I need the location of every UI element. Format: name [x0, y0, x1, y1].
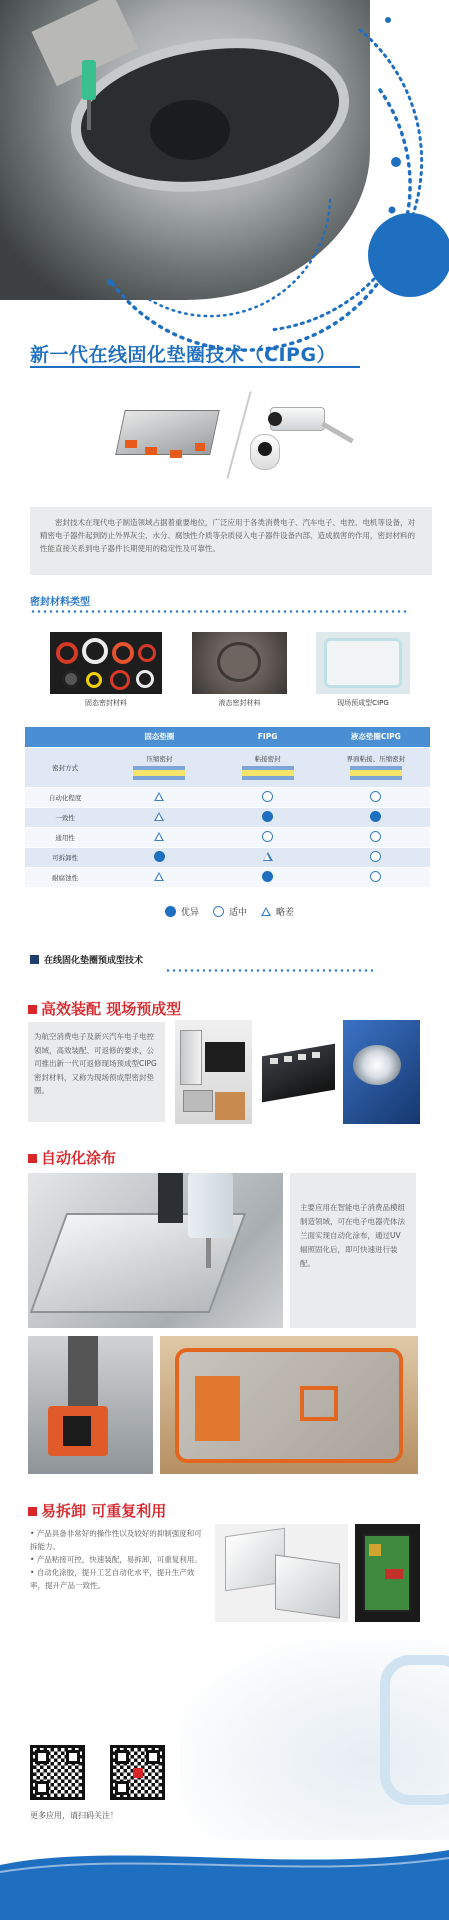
rating-automation-fipg	[262, 791, 273, 802]
rating-removability-solid	[154, 851, 165, 862]
legend-excellent-icon	[165, 906, 176, 917]
section1-title	[28, 998, 181, 1019]
qr-caption: 更多应用，请扫码关注！	[30, 1811, 118, 1820]
section1-title-text: 高效装配 现场预成型	[41, 1000, 182, 1018]
rating-automation-cipg	[370, 791, 381, 802]
rating-consistency-solid	[154, 812, 164, 821]
tech-heading-marker	[30, 955, 39, 964]
method-fipg-illustration	[242, 766, 294, 780]
legend-excellent-label: 优异	[181, 908, 200, 918]
rating-consistency-fipg	[262, 811, 273, 822]
rating-automation-solid	[154, 792, 164, 801]
section3-title	[28, 1500, 166, 1521]
col-header-cipg: 液态垫圈CIPG	[322, 727, 430, 747]
section2-title	[28, 1147, 116, 1168]
appliances-image	[175, 1020, 252, 1124]
footer-blue-wave	[0, 1840, 449, 1920]
section1-textbox	[28, 1022, 165, 1122]
method-fipg: 粘接密封	[254, 755, 281, 763]
section3-bullets	[30, 1527, 208, 1592]
row-label-versatility: 通用性	[25, 827, 105, 847]
housing-gasket-image	[160, 1336, 418, 1474]
row-label-automation: 自动化程度	[25, 787, 105, 807]
legend-fair-label: 略差	[276, 908, 295, 918]
section2-textbox	[290, 1173, 416, 1328]
cipg-seal-image	[316, 632, 410, 694]
method-cipg-illustration	[350, 766, 402, 780]
tech-dotted-line	[165, 969, 375, 972]
title-underline	[30, 366, 360, 368]
materials-heading: 密封材料类型	[30, 597, 90, 608]
section3-title-text: 易拆卸 可重复利用	[41, 1502, 167, 1520]
row-label-method: 密封方式	[25, 747, 105, 787]
intro-box	[30, 507, 432, 575]
car-headlight-image	[343, 1020, 420, 1124]
method-solid-illustration	[133, 766, 185, 780]
section3-bullet-3-text: 自动化涂胶，提升工艺自动化水平，提升生产效率，提升产品一致性。	[30, 1568, 195, 1590]
rating-versatility-solid	[154, 832, 164, 841]
qr-code-2[interactable]	[110, 1745, 165, 1800]
material-label-liquid: 液态密封材料	[218, 699, 261, 707]
robot-dispensing-image	[28, 1336, 153, 1474]
method-cipg: 界面粘接、压缩密封	[346, 755, 406, 763]
page-title: 新一代在线固化垫圈技术（CIPG）	[30, 344, 337, 366]
row-label-consistency: 一致性	[25, 807, 105, 827]
battery-pack-image	[110, 395, 230, 470]
footer-gasket-graphic	[380, 1655, 449, 1805]
legend-fair-icon	[261, 907, 271, 916]
col-header-fipg: FIPG	[213, 727, 321, 747]
material-label-cipg: 现场预成型CIPG	[337, 699, 389, 707]
materials-dotted-line	[30, 610, 410, 613]
method-solid: 压缩密封	[146, 755, 173, 763]
dispensing-image	[28, 1173, 283, 1328]
row-label-corrosion: 耐腐蚀性	[25, 867, 105, 887]
rating-consistency-cipg	[370, 811, 381, 822]
comparison-table	[25, 727, 430, 888]
rating-versatility-fipg	[262, 831, 273, 842]
divider-slash	[226, 391, 251, 478]
rating-corrosion-fipg	[262, 871, 273, 882]
section3-bullet-2: • 产品粘接可控，快速装配，易拆卸，可重复利用。	[30, 1555, 202, 1564]
tech-heading	[30, 953, 143, 966]
enclosure-image	[215, 1524, 348, 1622]
legend	[165, 905, 294, 918]
row-label-removability: 可拆卸性	[25, 847, 105, 867]
legend-medium-icon	[213, 906, 224, 917]
section3-bullet-1: • 产品具备非常好的操作性以及较好的抑制强度和可拆能力。	[30, 1529, 202, 1551]
legend-medium-label: 适中	[229, 908, 248, 918]
rating-corrosion-solid	[154, 872, 164, 881]
liquid-seal-image	[192, 632, 287, 694]
material-label-solid: 固态密封材料	[85, 699, 127, 707]
tech-heading-text: 在线固化垫圈预成型技术	[44, 956, 144, 966]
section3-bullet-3: • 自动化涂胶，提升工艺自动化水平，提升生产效率，提升产品一致性。	[30, 1568, 195, 1590]
section2-marker	[28, 1154, 37, 1163]
rating-removability-fipg	[263, 852, 273, 861]
section1-text: 为航空消费电子及新兴汽车电子电控领域，高效装配、可返修的要求，公司推出新一代可返修现场预成型CIPG密封材料，又称为现场预成型密封垫圈。	[34, 1032, 157, 1095]
battery-module-image	[260, 1020, 337, 1124]
section2-text: 主要应用在智能电子消费品模组制造领域，可在电子电器壳体法兰面实现自动化涂布，通过UV辐照固化后，即可快速进行装配。	[300, 1203, 405, 1268]
rating-removability-cipg	[370, 851, 381, 862]
camera-image	[250, 392, 365, 477]
section3-marker	[28, 1507, 37, 1516]
section1-marker	[28, 1005, 37, 1014]
section3-bullet-1-text: 产品具备非常好的操作性以及较好的抑制强度和可拆能力。	[30, 1529, 202, 1551]
solid-seal-image	[50, 632, 162, 694]
qr-code-1[interactable]	[30, 1745, 85, 1800]
section3-bullet-2-text: 产品粘接可控，快速装配，易拆卸，可重复利用。	[36, 1555, 202, 1564]
section2-title-text: 自动化涂布	[41, 1149, 117, 1167]
intro-text: 密封技术在现代电子制造领域占据着重要地位，广泛应用于各类消费电子、汽车电子、电控、电机等设备，对精密电子器件起到防止外界灰尘、水分、腐蚀性介质等杂质侵入电子器件设备内部、造成损害的作用，密封材料的性能直接关系到电子器件长期使用的稳定性及可靠性。	[40, 518, 415, 553]
rating-corrosion-cipg	[370, 871, 381, 882]
col-header-solid: 固态垫圈	[105, 727, 213, 747]
hero-blue-arcs	[0, 0, 449, 380]
circuit-board-image	[355, 1524, 420, 1622]
rating-versatility-cipg	[370, 831, 381, 842]
